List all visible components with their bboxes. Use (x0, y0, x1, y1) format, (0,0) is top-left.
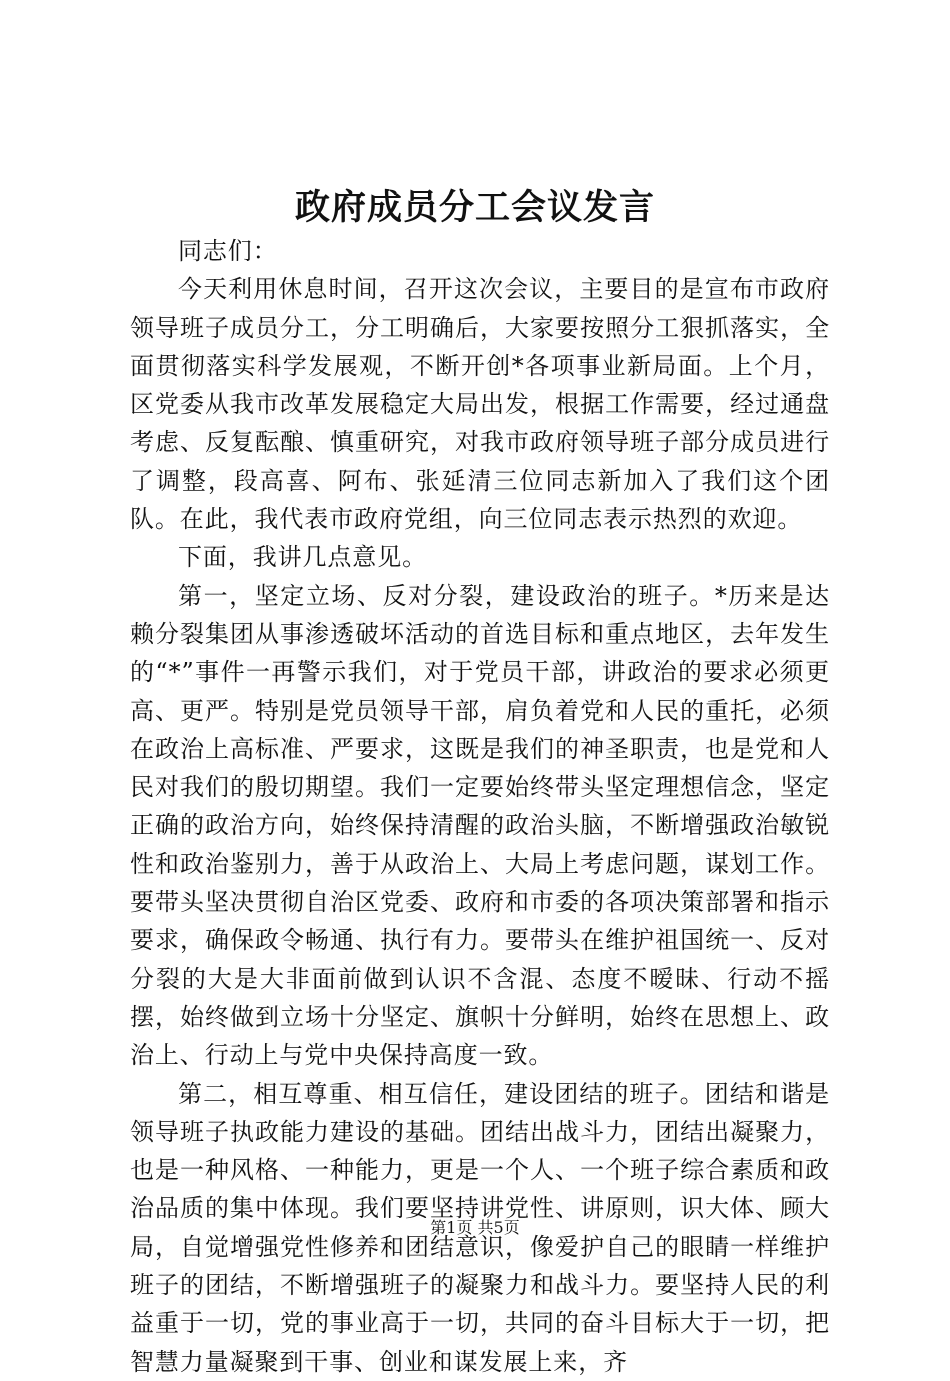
document-body (130, 232, 830, 1381)
paragraph-point-one: 第一，坚定立场、反对分裂，建设政治的班子。*历来是达赖分裂集团从事渗透破坏活动的首选目标和重点地区，去年发生的“*”事件一再警示我们，对于党员干部，讲政治的要求必须更高、更严。特别是党员领导干部，肩负着党和人民的重托，必须在政治上高标准、严要求，这既是我们的神圣职责，也是党和人民对我们的殷切期望。我们一定要始终带头坚定理想信念，坚定正确的政治方向，始终保持清醒的政治头脑，不断增强政治敏锐性和政治鉴别力，善于从政治上、大局上考虑问题，谋划工作。要带头坚决贯彻自治区党委、政府和市委的各项决策部署和指示要求，确保政令畅通、执行有力。要带头在维护祖国统一、反对分裂的大是大非面前做到认识不含混、态度不暧昧、行动不摇摆，始终做到立场十分坚定、旗帜十分鲜明，始终在思想上、政治上、行动上与党中央保持高度一致。 (130, 581, 830, 1070)
paragraph-point-two: 第二，相互尊重、相互信任，建设团结的班子。团结和谐是领导班子执政能力建设的基础。团结出战斗力，团结出凝聚力，也是一种风格、一种能力，更是一个人、一个班子综合素质和政治品质的集中体现。我们要坚持讲党性、讲原则，识大体、顾大局，自觉增强党性修养和团结意识，像爱护自己的眼睛一样维护班子的团结，不断增强班子的凝聚力和战斗力。要坚持人民的利益重于一切，党的事业高于一切，共同的奋斗目标大于一切，把智慧力量凝聚到干事、创业和谋发展上来，齐 (130, 1079, 830, 1376)
paragraph-transition: 下面，我讲几点意见。 (178, 543, 427, 572)
page-footer: 第1页 共5页 (430, 1218, 520, 1237)
document-title: 政府成员分工会议发言 (294, 187, 655, 228)
paragraph-salutation: 同志们： (178, 237, 278, 265)
paragraph-intro: 今天利用休息时间，召开这次会议，主要目的是宣布市政府领导班子成员分工，分工明确后，大家要按照分工狠抓落实，全面贯彻落实科学发展观，不断开创*各项事业新局面。上个月，区党委从我市改革发展稳定大局出发，根据工作需要，经过通盘考虑、反复酝酿、慎重研究，对我市政府领导班子部分成员进行了调整，段高喜、阿布、张延清三位同志新加入了我们这个团队。在此，我代表市政府党组，向三位同志表示热烈的欢迎。 (130, 275, 830, 534)
